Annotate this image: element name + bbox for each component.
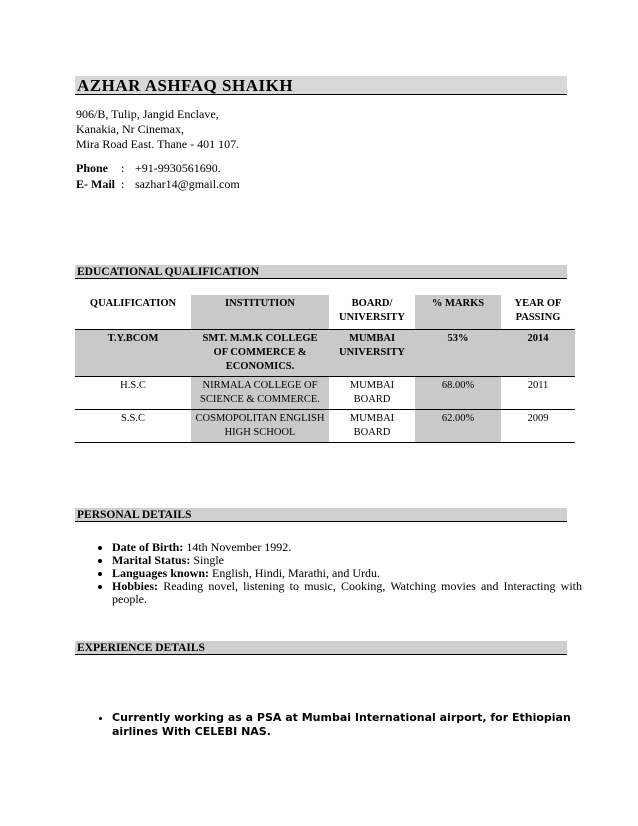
item-label: Hobbies: [112, 579, 159, 593]
address-line: 906/B, Tulip, Jangid Enclave, [76, 107, 219, 121]
table-cell: SMT. M.M.K COLLEGE OF COMMERCE & ECONOMICS. [191, 330, 329, 377]
column-header: BOARD/ UNIVERSITY [329, 295, 415, 330]
education-heading: EDUCATIONAL QUALIFICATION [75, 265, 567, 279]
personal-list [94, 541, 582, 606]
table-cell: S.S.C [75, 410, 191, 443]
list-item [112, 580, 582, 606]
table-cell: 2014 [501, 330, 575, 377]
item-label: Languages known: [112, 566, 210, 580]
experience-heading: EXPERIENCE DETAILS [75, 641, 567, 655]
phone-value: +91-9930561690. [135, 161, 221, 175]
item-label: Date of Birth: [112, 540, 184, 554]
table-cell: 68.00% [415, 377, 501, 410]
address-line: Mira Road East. Thane - 401 107. [76, 137, 240, 151]
address-block [76, 107, 239, 152]
table-header-row [75, 295, 575, 330]
table-cell: T.Y.BCOM [75, 330, 191, 377]
education-table [75, 295, 575, 443]
table-cell: 2011 [501, 377, 575, 410]
email-row [76, 176, 240, 192]
table-cell: MUMBAI UNIVERSITY [329, 330, 415, 377]
email-value: sazhar14@gmail.com [135, 177, 240, 191]
table-cell: H.S.C [75, 377, 191, 410]
table-cell: 62.00% [415, 410, 501, 443]
phone-label: Phone [76, 161, 109, 175]
table-row [75, 410, 575, 443]
item-value: English, Hindi, Marathi, and Urdu. [209, 566, 381, 580]
address-line: Kanakia, Nr Cinemax, [76, 122, 184, 136]
item-value: Reading novel, listening to music, Cooking, Watching movies and Interacting with people. [112, 579, 582, 606]
table-cell: COSMOPOLITAN ENGLISH HIGH SCHOOL [191, 410, 329, 443]
email-colon: : [121, 177, 125, 191]
table-cell: NIRMALA COLLEGE OF SCIENCE & COMMERCE. [191, 377, 329, 410]
column-header: INSTITUTION [191, 295, 329, 330]
table-cell: MUMBAI BOARD [329, 377, 415, 410]
column-header: YEAR OF PASSING [501, 295, 575, 330]
phone-row [76, 160, 240, 176]
table-row [75, 377, 575, 410]
table-cell: 53% [415, 330, 501, 377]
email-label: E- Mail [76, 177, 115, 191]
item-label: Marital Status: [112, 553, 191, 567]
phone-colon: : [121, 161, 125, 175]
contact-block [76, 160, 240, 192]
experience-list [94, 711, 582, 739]
table-row [75, 330, 575, 377]
candidate-name: AZHAR ASHFAQ SHAIKH [75, 76, 567, 95]
table-cell: MUMBAI BOARD [329, 410, 415, 443]
column-header: % MARKS [415, 295, 501, 330]
personal-heading: PERSONAL DETAILS [75, 508, 567, 522]
table-cell: 2009 [501, 410, 575, 443]
column-header: QUALIFICATION [75, 295, 191, 330]
item-value: 14th November 1992. [183, 540, 292, 554]
list-item: • Currently working as a PSA at Mumbai International airport, for Ethiopian airlines With CELEBI NAS. [112, 711, 582, 739]
item-value: Single [190, 553, 224, 567]
